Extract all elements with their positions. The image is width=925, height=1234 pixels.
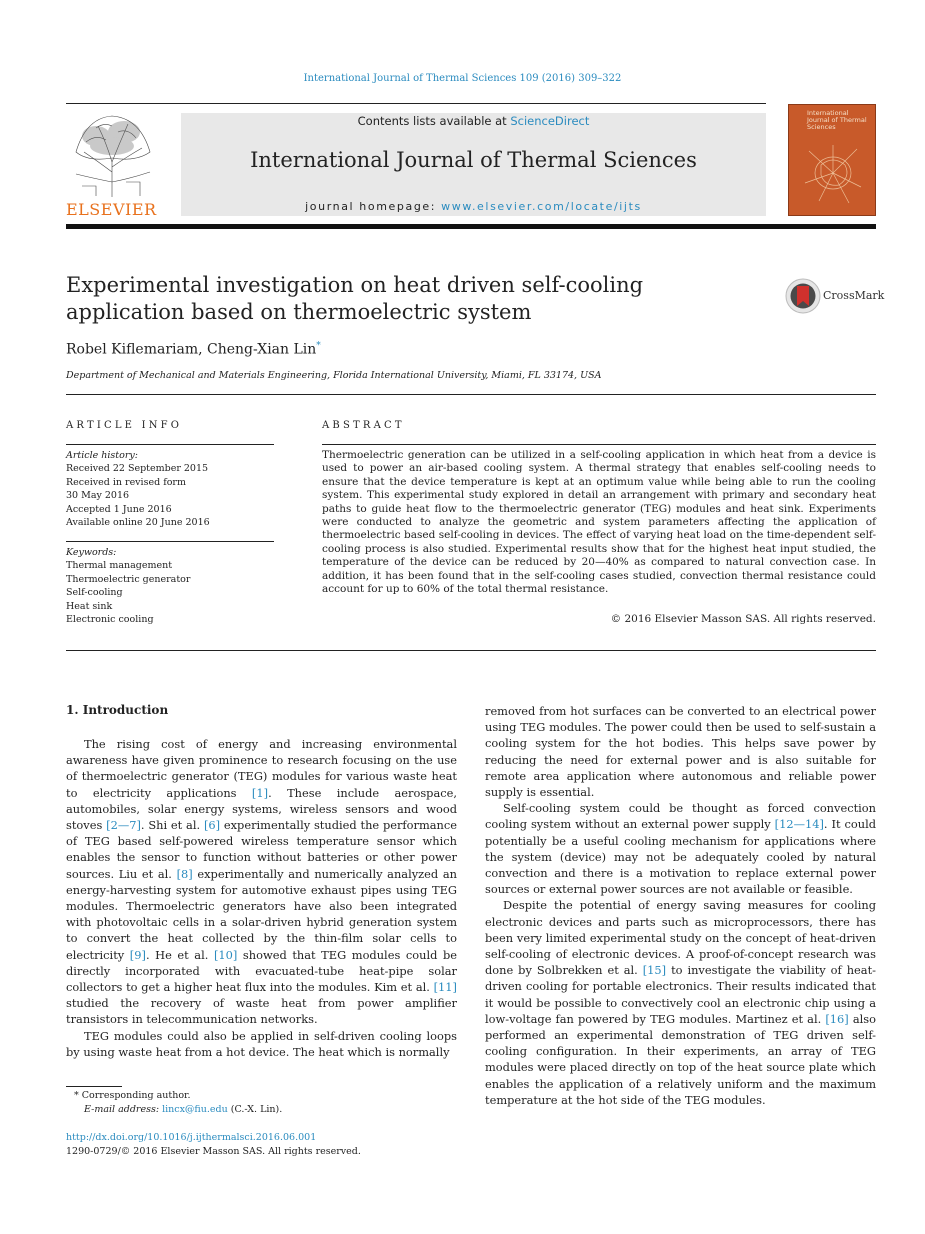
publisher-logo-text: ELSEVIER: [66, 200, 157, 219]
masthead-thick-rule: [66, 224, 876, 229]
keywords-label: Keywords:: [66, 547, 117, 558]
article-info-heading: ARTICLE INFO: [66, 420, 183, 431]
affiliation: Department of Mechanical and Materials Engineering, Florida International University, Miami, FL 33174, USA: [66, 370, 602, 381]
email-line: [66, 1103, 282, 1117]
history-item: Accepted 1 June 2016: [66, 503, 172, 515]
text-run: The rising cost of energy and increasing environmental awareness have given prominence to research focusing on the use of thermoelectric generator (TEG) modules for various waste heat to electricity applications: [66, 737, 457, 800]
sciencedirect-link[interactable]: ScienceDirect: [510, 114, 590, 128]
citation-link[interactable]: [16]: [825, 1011, 849, 1026]
keyword-item: Heat sink: [66, 600, 113, 612]
article-history: [66, 449, 274, 529]
text-run: experimentally studied the performance of TEG based self-powered wireless temperature sensor which enables the sensor to function without batteries or other power sources. Liu et al.: [66, 818, 457, 881]
text-run: studied the recovery of waste heat from power amplifier transistors in telecommunication networks.: [66, 996, 457, 1027]
intro-paragraph-1: [66, 736, 457, 1028]
body-right-column: [485, 703, 876, 1108]
email-link[interactable]: lincx@fiu.edu: [162, 1103, 228, 1115]
citation-link[interactable]: [2—7]: [106, 818, 141, 833]
citation-link[interactable]: [15]: [642, 963, 667, 978]
keyword-item: Electronic cooling: [66, 614, 154, 626]
elsevier-tree-logo: [66, 112, 158, 198]
text-run: . He et al.: [145, 947, 214, 962]
abstract-heading: ABSTRACT: [322, 420, 405, 431]
email-label: E-mail address:: [84, 1103, 163, 1115]
text-run: Self-cooling system could be thought as forced convection cooling system without an external power supply: [485, 801, 876, 832]
text-run: experimentally and numerically analyzed an energy-harvesting system for automotive exhaust pipes using TEG modules. Thermoelectric generators have also been integrated with photovoltaic cells in a solar-driven hybrid generation system to convert the heat collected by the thin-film solar cells to electricity: [66, 866, 457, 962]
cover-title: International Journal of Thermal Sciences: [807, 109, 867, 131]
keyword-item: Self-cooling: [66, 587, 123, 599]
history-item: Available online 20 June 2016: [66, 517, 210, 529]
footnote-mark: *: [74, 1090, 79, 1101]
keywords-block: [66, 546, 274, 626]
citation-link[interactable]: [6]: [203, 818, 221, 833]
intro-paragraph-3: [485, 800, 876, 897]
crossmark-icon[interactable]: [785, 278, 821, 314]
citation-link[interactable]: [8]: [176, 866, 193, 881]
history-item: Received 22 September 2015: [66, 463, 209, 475]
article-info-rule: [66, 444, 274, 445]
section-title-introduction: 1. Introduction: [66, 703, 169, 717]
homepage-prefix: journal homepage:: [305, 200, 442, 213]
history-item: Received in revised form: [66, 476, 186, 488]
cover-artwork: [799, 143, 867, 205]
history-item: 30 May 2016: [66, 490, 130, 502]
body-left-column: [66, 736, 457, 1060]
citation-link[interactable]: [10]: [213, 947, 238, 962]
citation-link[interactable]: [1]: [251, 785, 269, 800]
text-run: . It could potentially be a useful cooling mechanism for applications where the system (device) may not be adequately cooled by natural convection and there is a motivation to replace external power sources or external power sources are not available or feasible.: [485, 817, 876, 897]
author-list: [66, 341, 321, 358]
abstract-rule: [322, 444, 876, 445]
text-run: . Shi et al.: [140, 818, 204, 833]
intro-paragraph-4: [485, 897, 876, 1108]
corresponding-label: Corresponding author.: [81, 1090, 191, 1101]
corresponding-line: [66, 1089, 282, 1103]
text-run: . These include aerospace, automobiles, solar energy systems, wireless sensors and wood stoves: [66, 785, 458, 833]
crossmark-label[interactable]: CrossMark: [823, 289, 885, 302]
article-title: Experimental investigation on heat driven self-cooling application based on thermoelectric system: [66, 273, 644, 324]
homepage-link[interactable]: www.elsevier.com/locate/ijts: [441, 200, 642, 213]
abstract-text: Thermoelectric generation can be utilized in a self-cooling application in which heat from a device is used to power an air-based cooling system. A thermal strategy that enables self-cooling needs to ensure that the device temperature is kept at an optimum value while being able to run the cooling system. This experimental study explored in detail an arrangement with primary and secondary heat paths to guide heat flow to the thermoelectric generator (TEG) modules and heat sink. Experiments were conducted to analyze the geometric and system parameters affecting the application of thermoelectric based self-cooling in devices. The effect of varying heat load on the time-dependent self-cooling process is also studied. Experimental results show that for the highest heat input studied, the temperature of the device can be reduced by 20—40% as compared to natural convection case. In addition, it has been found that in the self-cooling cases studied, convection thermal resistance could account for up to 60% of the total thermal resistance.: [322, 449, 876, 596]
journal-homepage: [181, 200, 766, 213]
history-label: Article history:: [66, 450, 138, 461]
contents-line: [181, 114, 766, 128]
citation-link[interactable]: [9]: [129, 947, 146, 962]
text-run: also performed an experimental demonstration of TEG driven self-cooling configuration. In their experiments, an array of TEG modules were placed directly on top of the heat source plate which enables the application of a relatively uniform and the maximum temperature at the hot side of the TEG modules.: [485, 1011, 876, 1107]
doi-block: [66, 1131, 361, 1158]
citation-link[interactable]: [11]: [433, 980, 457, 995]
text-run: to investigate the viability of heat-driven cooling for portable electronics. Their results indicated that it would be possible to convectively cool an electronic chip using a low-voltage fan powered by TEG modules. Martinez et al.: [485, 963, 876, 1026]
abstract-copyright: © 2016 Elsevier Masson SAS. All rights reserved.: [610, 613, 876, 625]
email-suffix: (C.-X. Lin).: [227, 1103, 283, 1115]
citation-link[interactable]: [12—14]: [774, 817, 824, 832]
info-top-rule: [66, 394, 876, 395]
abstract-bottom-rule: [66, 650, 876, 651]
intro-paragraph-2-cont: removed from hot surfaces can be converted to an electrical power using TEG modules. The power could then be used to self-sustain a cooling system for the hot bodies. This helps save power by reducing the need for external power and is also suitable for remote area application where autonomous and reliable power supply is essential.: [485, 704, 876, 800]
doi-link[interactable]: http://dx.doi.org/10.1016/j.ijthermalsci.2016.06.001: [66, 1132, 317, 1143]
text-run: showed that TEG modules could be directly incorporated with evacuated-tube heat-pipe solar collectors to get a higher heat flux into the modules. Kim et al.: [66, 947, 457, 995]
journal-cover-image: [788, 104, 876, 216]
keywords-rule: [66, 541, 274, 542]
journal-title: International Journal of Thermal Sciences: [250, 148, 697, 172]
corresponding-footnote: [66, 1089, 282, 1116]
keyword-item: Thermal management: [66, 560, 173, 572]
header-rule: [66, 103, 766, 104]
contents-prefix: Contents lists available at: [357, 114, 511, 128]
issn-line: 1290-0729/© 2016 Elsevier Masson SAS. All rights reserved.: [66, 1145, 361, 1157]
text-run: Despite the potential of energy saving measures for cooling electronic devices and parts such as microprocessors, there has been very limited experimental study on the concept of heat-driven self-cooling of electronic devices. A proof-of-concept research was done by Solbrekken et al.: [485, 898, 876, 978]
authors-names: Robel Kiflemariam, Cheng-Xian Lin: [66, 341, 317, 358]
corresponding-mark[interactable]: *: [316, 341, 321, 351]
running-citation[interactable]: International Journal of Thermal Sciences 109 (2016) 309–322: [303, 73, 622, 84]
keyword-item: Thermoelectric generator: [66, 573, 191, 585]
intro-paragraph-2: TEG modules could also be applied in self-driven cooling loops by using waste heat from a hot device. The heat which is normally: [66, 1028, 457, 1059]
footnote-rule: [66, 1086, 122, 1087]
